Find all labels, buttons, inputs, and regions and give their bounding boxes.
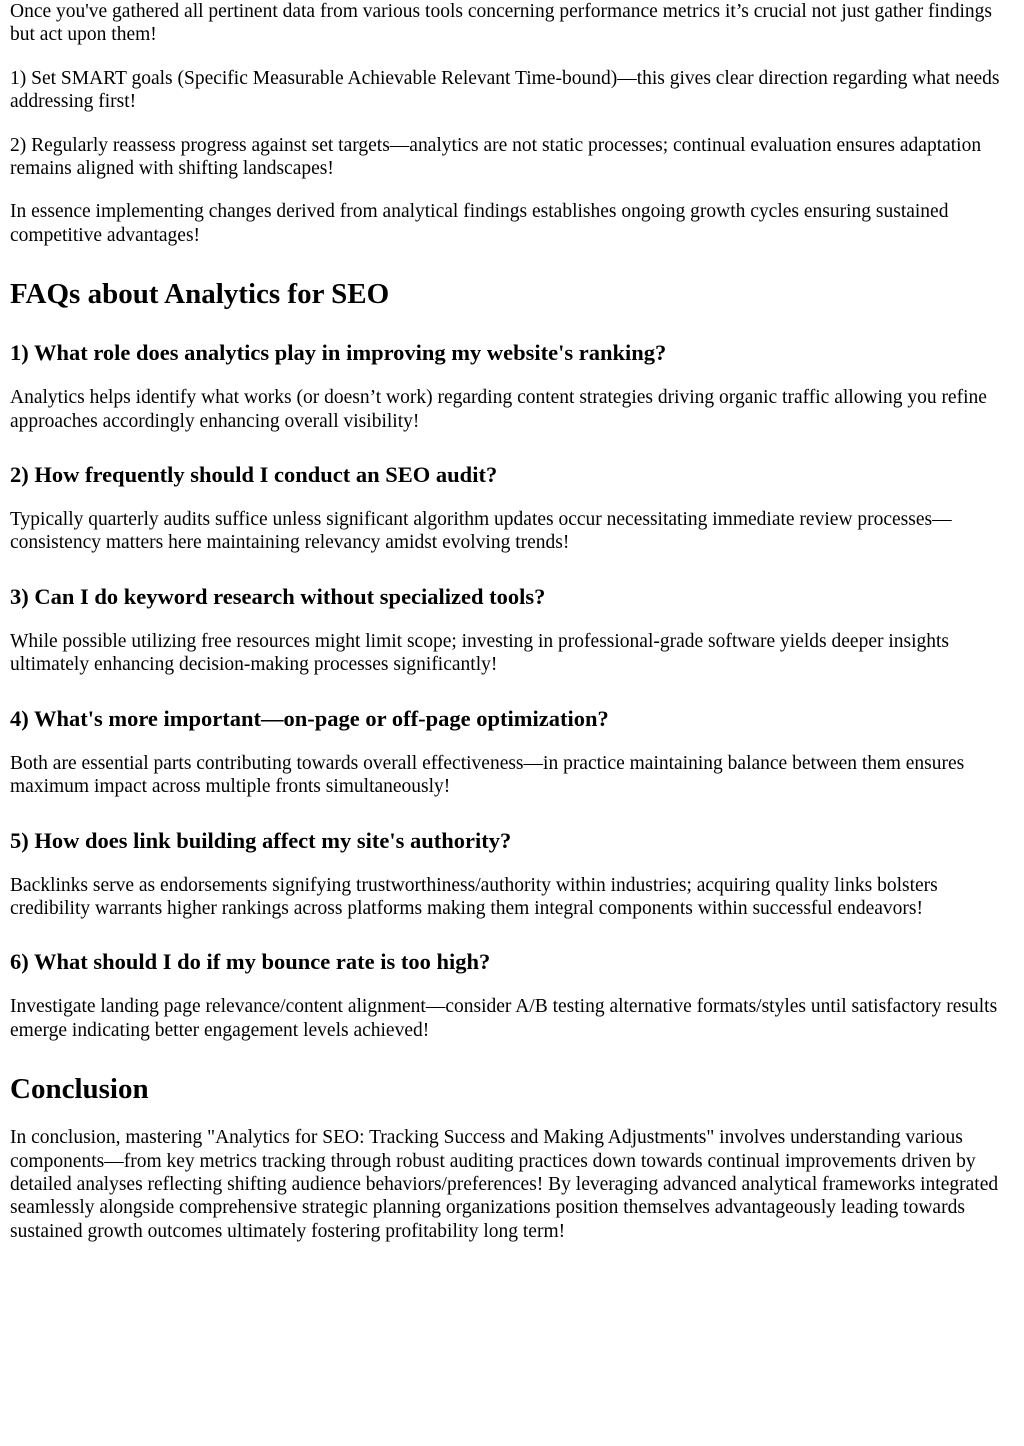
- faq-question: 5) How does link building affect my site's authority?: [10, 827, 512, 853]
- conclusion-section: [10, 1072, 1014, 1243]
- faq-question: 3) Can I do keyword research without specialized tools?: [10, 583, 546, 609]
- faq-answer: Analytics helps identify what works (or doesn’t work) regarding content strategies driving organic traffic allowing you refine approaches accordingly enhancing overall visibility!: [10, 387, 987, 432]
- faq-answer: Both are essential parts contributing towards overall effectiveness—in practice maintaining balance between them ensures maximum impact across multiple fronts simultaneously!: [10, 752, 965, 798]
- faq-item: [10, 948, 1014, 1042]
- conclusion-paragraph: In conclusion, mastering "Analytics for SEO: Tracking Success and Making Adjustments" involves understanding various components—from key metrics tracking through robust auditing practices down towards continual improvements driven by detailed analyses reflecting shifting audience behaviors/preferences! By leveraging advanced analytical frameworks integrated seamlessly alongside comprehensive strategic planning organizations position themselves advantageously leading towards sustained growth outcomes ultimately fostering profitability long term!: [10, 1127, 999, 1242]
- intro-section: [10, 0, 1014, 247]
- essence-paragraph: In essence implementing changes derived from analytical findings establishes ongoing growth cycles ensuring sustained competitive advantages!: [10, 201, 949, 246]
- faq-section: [10, 277, 1014, 1042]
- faq-question: 1) What role does analytics play in improving my website's ranking?: [10, 340, 667, 366]
- faq-question: 2) How frequently should I conduct an SEO audit?: [10, 462, 498, 488]
- faq-question: 4) What's more important—on-page or off-page optimization?: [10, 705, 609, 731]
- faq-answer: Investigate landing page relevance/content alignment—consider A/B testing alternative formats/styles until satisfactory results emerge indicating better engagement levels achieved!: [10, 996, 998, 1041]
- faq-item: [10, 705, 1014, 799]
- smart-goals-paragraph: 1) Set SMART goals (Specific Measurable Achievable Relevant Time-bound)—this gives clear direction regarding what needs addressing first!: [10, 67, 1000, 113]
- reassess-progress-paragraph: 2) Regularly reassess progress against set targets—analytics are not static processes; continual evaluation ensures adaptation remains aligned with shifting landscapes!: [10, 134, 982, 180]
- faq-answer: While possible utilizing free resources might limit scope; investing in professional-grade software yields deeper insights ultimately enhancing decision-making processes significantly!: [10, 630, 950, 676]
- intro-paragraph: Once you've gathered all pertinent data from various tools concerning performance metrics it’s crucial not just gather findings but act upon them!: [10, 1, 992, 46]
- faq-answer: Typically quarterly audits suffice unless significant algorithm updates occur necessitating immediate review processes—consistency matters here maintaining relevancy amidst evolving trends!: [10, 509, 952, 554]
- faq-answer: Backlinks serve as endorsements signifying trustworthiness/authority within industries; acquiring quality links bolsters credibility warrants higher rankings across platforms making them integral components within successful endeavors!: [10, 874, 938, 919]
- faq-item: [10, 339, 1014, 433]
- conclusion-heading: Conclusion: [10, 1073, 149, 1106]
- faq-item: [10, 583, 1014, 677]
- faq-item: [10, 461, 1014, 555]
- faq-question: 6) What should I do if my bounce rate is too high?: [10, 949, 491, 975]
- faq-heading: FAQs about Analytics for SEO: [10, 278, 390, 311]
- faq-item: [10, 827, 1014, 921]
